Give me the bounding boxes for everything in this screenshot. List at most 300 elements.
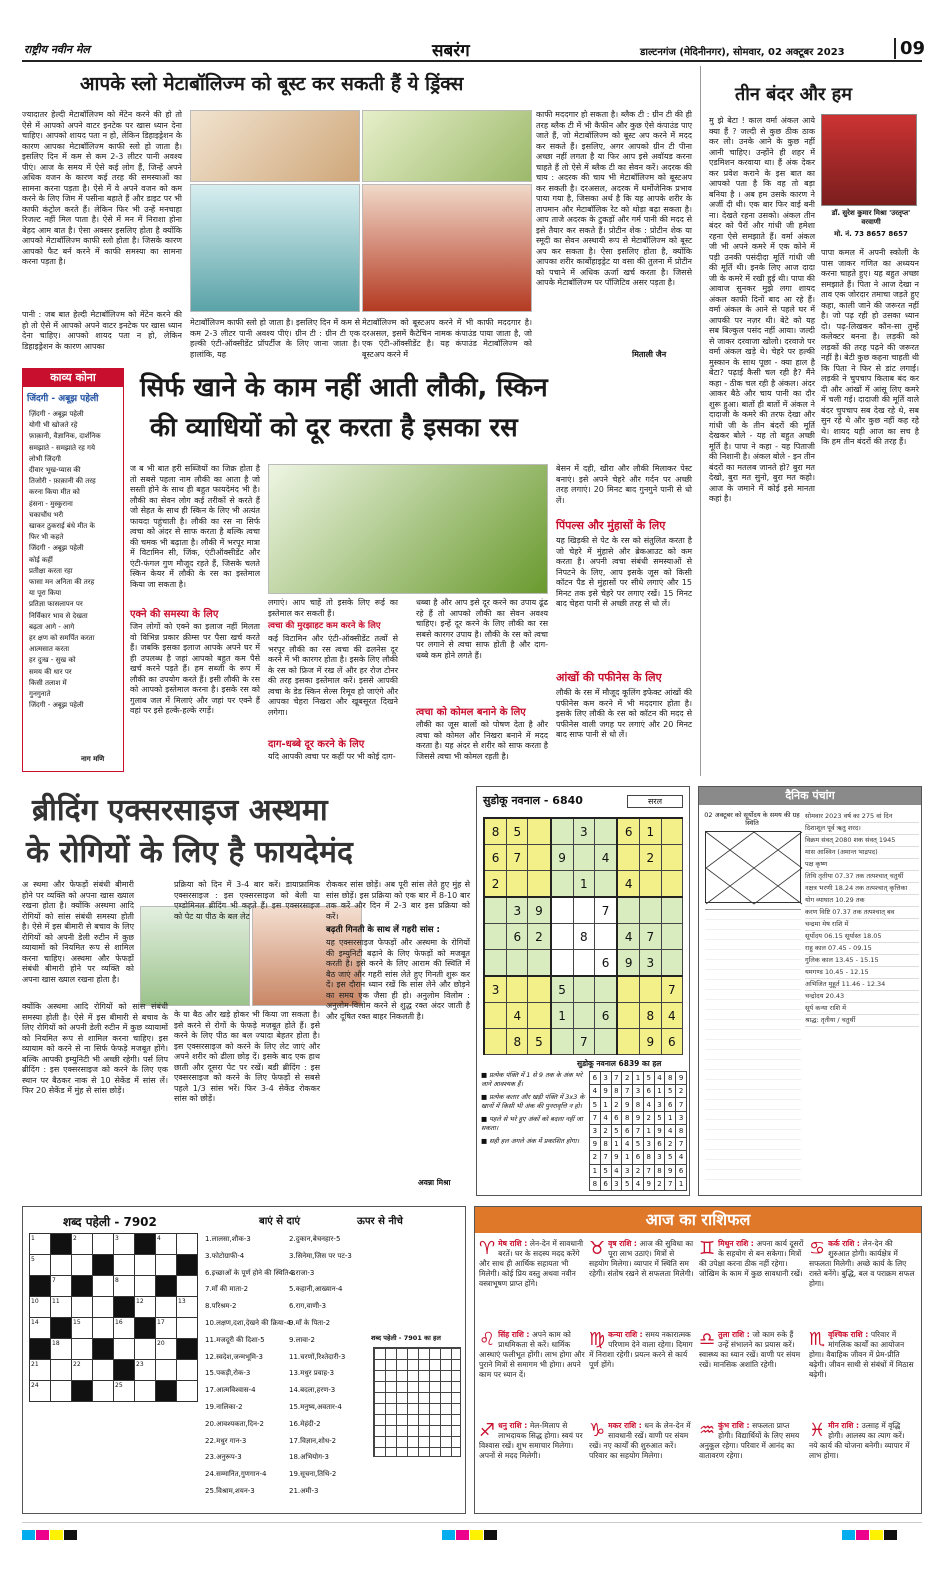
crossword-cell[interactable] [177,1318,198,1339]
sudoku-cell[interactable]: 6 [595,1003,618,1029]
sudoku-cell[interactable]: 3 [640,950,661,977]
lauki-photo [268,464,548,594]
across-clue: 12.स्वदेश,जन्मभूमि-3 [205,1352,263,1361]
sudoku-cell[interactable] [528,950,551,977]
rashi-name: मेष राशि : [498,1239,530,1248]
breathing-col3b: यह एक्सरसाइज फेफड़ों और अस्थमा के रोगियों की इम्युनिटी बढ़ाने के लिए फेफड़ों को मजबूत करती है। इसे करने के लिए आराम की स्थिति में बैठ जाएं और गहरी सांस लेते हुए गिनती शुरू कर दें। इस दौरान ध्यान रखें कि सांस लेने और छोड़ने का समय एक जैसा ही हो। अनुलोम विलोम : अनुलोम-विलोम करने से शुद्ध रक्त अंदर जाती है और दूषित रक्त बाहर निकलती है। [326,938,470,1021]
lauki-sub2: त्वचा की मुरझाहट कम करने के लिए [268,621,381,631]
dateline: डाल्टनगंज (मेदिनीनगर), सोमवार, 02 अक्टूबर 2023 [640,47,845,58]
sudoku-cell[interactable]: 3 [507,897,528,924]
crossword-cell[interactable] [93,1318,114,1339]
sudoku-cell[interactable]: 7 [661,976,682,1003]
crossword-cell[interactable] [135,1339,156,1360]
down-clue: 21.अमी-3 [289,1486,319,1495]
crossword-cell[interactable] [177,1234,198,1255]
crossword-cell[interactable] [177,1276,198,1297]
sudoku-rule: ■ प्रत्येक पंक्ति में 1 से 9 तक के अंक भरे जाने आवश्यक हैं। [481,1071,583,1088]
down-clues [289,1231,371,1511]
sudoku-difficulty: सरल [627,795,683,808]
sudoku-cell[interactable]: 4 [661,1003,682,1029]
sudoku-cell[interactable] [595,1029,618,1055]
panchang-line: विक्रम संवत् 2080 शक संवत् 1945 [805,835,919,847]
sudoku-cell[interactable]: 9 [640,1029,661,1055]
crossword-black-cell [51,1318,72,1339]
sudoku-cell[interactable] [617,1029,640,1055]
sudoku-answer-cell: 3 [643,1138,654,1151]
crossword-cell[interactable] [156,1360,177,1381]
across-clue: 25.विश्राम,शयन-3 [205,1486,255,1495]
lauki-col2: लगाएं। आप चाहें तो इसके लिए रूई का इस्तेमाल कर सकती हैं। [268,598,398,618]
breathing-col3: रोककर सांस छोड़ें। अब पूरी सांस लेते हुए मुंह से सांस छोड़ें। इस प्रक्रिया को एक बार में 8-10 बार तक करें और दिन में 2-3 बार इस प्रक्रिया को करें। [326,880,470,921]
sudoku-cell[interactable]: 4 [617,924,640,950]
sudoku-answer-cell: 2 [633,1164,644,1177]
lauki-col4b: यह खिड़की से पेट के रस को संतुलित करता है जो चेहरे में मुंहासे और ब्रेकआउट को कम करता है। अपनी त्वचा संबंधी समस्याओं से निपटने के लिए, आप इसके जूस को किसी कॉटन पैड से मुंहासों पर सीधे लगाएं और 15 मिनट तक इसे चेहरे पर लगाए रखें। 15 मिनट बाद चेहरा पानी से अच्छी तरह से धो लें। [556,536,692,608]
sudoku-answer-cell: 5 [622,1177,633,1190]
crossword-cell[interactable]: 25 [114,1381,135,1402]
sudoku-cell[interactable]: 7 [507,845,528,871]
crossword-cell[interactable]: 5 [30,1255,51,1276]
sudoku-cell[interactable] [595,924,618,950]
sudoku-answer-cell: 2 [611,1098,622,1111]
crossword-cell[interactable]: 16 [114,1318,135,1339]
kundali-chart [705,831,801,903]
crossword-black-cell [114,1297,135,1318]
sudoku-answer-cell: 6 [643,1085,654,1098]
sudoku-answer-cell: 7 [676,1138,687,1151]
crossword-cell[interactable] [51,1381,72,1402]
panchang-box [698,786,922,1196]
sudoku-cell[interactable]: 6 [661,1029,682,1055]
sudoku-cell[interactable] [595,976,618,1003]
crossword-cell[interactable]: 20 [156,1339,177,1360]
sudoku-cell[interactable] [528,870,551,897]
paper-name: राष्ट्रीय नवीन मेल [24,43,90,56]
masthead [22,38,926,62]
sudoku-cell[interactable] [507,870,528,897]
lauki-col4c: लौकी के रस में मौजूद कूलिंग इफेक्ट आंखों की पफीनेस कम करने में भी मददगार होता है। इसके लिए लौकी के रस को कॉटन की मदद से पफीनेस वाली जगह पर लगाएं और 20 मिनट बाद साफ पानी से धो लें। [556,688,692,739]
breathing-article [22,784,470,1194]
rashi-name: मकर राशि : [608,1421,645,1430]
rashi-text: आज की सुविधा का पूरा लाभ उठाएं। मित्रों से सहयोग मिलेगा। व्यापार में स्थिति सम रहेगी। संतोष रखने से सफलता मिलेगी। [589,1239,694,1278]
sudoku-cell[interactable] [661,924,682,950]
sudoku-answer-title: सुडोकू नवनाल 6839 का हल [577,1059,662,1068]
down-clue: 3.सिनेमा,जिस पर पट-3 [289,1251,352,1260]
crossword-cell[interactable]: 2 [72,1234,93,1255]
rashi-name: वृष राशि : [608,1239,640,1248]
kavya-byline: नाग मणि [81,755,105,763]
across-clue: 15.पकड़ी,रोक-3 [205,1369,251,1378]
rashifal-grid [479,1239,919,1511]
crossword-cell[interactable] [156,1297,177,1318]
breathing-col1b: क्योंकि अस्थमा आदि रोगियों को सांस संबंधी समस्या होती है। ऐसे में इस बीमारी से बचाव के लिए रोगियों को अपनी डेली रुटीन में कुछ व्यायामों को नियमित रूप से शामिल करना चाहिए। इस व्यायाम को करने से ना सिर्फ फेफड़े मजबूत होंगे। बल्कि आपकी इम्युनिटी भी अच्छी रहेगी। पर्स लिप ब्रीदिंग : इस एक्सरसाइज को करने के लिए एक स्थान पर बैठकर नाक से 10 सेकेंड में सांस लें। फिर 20 सेकेंड में मुंह से सांस छोड़ें। [22,1002,168,1095]
sudoku-answer-cell: 1 [643,1124,654,1137]
sudoku-cell[interactable]: 8 [640,1003,661,1029]
rashi-entry [479,1421,585,1507]
sudoku-cell[interactable]: 6 [484,845,507,871]
sudoku-cell[interactable]: 7 [640,924,661,950]
sudoku-cell[interactable] [551,897,574,924]
sudoku-cell[interactable]: 3 [484,976,507,1003]
sudoku-cell[interactable]: 1 [551,1003,574,1029]
crossword-cell[interactable]: 14 [30,1318,51,1339]
sudoku-answer-cell: 4 [676,1151,687,1164]
down-clue: 17.विज्ञान,शोध-2 [289,1436,337,1445]
sudoku-cell[interactable] [484,1029,507,1055]
crossword-cell[interactable]: 4 [156,1234,177,1255]
sudoku-cell[interactable] [528,1003,551,1029]
sudoku-cell[interactable] [617,1003,640,1029]
down-clue: 11.चरणों,रिश्तेदारी-3 [289,1352,346,1361]
lauki-sub5: पिंपल्स और मुंहासों के लिए [556,519,666,532]
sudoku-cell[interactable] [661,950,682,977]
panchang-title: दैनिक पंचांग [699,787,921,805]
sudoku-answer-grid [589,1071,687,1191]
crossword-cell[interactable]: 11 [51,1297,72,1318]
crossword-cell[interactable] [177,1381,198,1402]
rashi-name: कुंभ राशि : [718,1421,753,1430]
zodiac-icon: ♉ [589,1238,606,1259]
sudoku-cell[interactable]: 7 [573,1029,594,1055]
sudoku-answer-cell: 5 [665,1151,676,1164]
panchang-line: चन्द्रमा मेष राशि में [805,919,919,931]
sudoku-cell[interactable]: 2 [528,924,551,950]
crossword-cell[interactable] [114,1255,135,1276]
sudoku-cell[interactable] [484,950,507,977]
sudoku-cell[interactable]: 2 [640,845,661,871]
sudoku-cell[interactable] [484,897,507,924]
sudoku-answer-cell: 2 [643,1111,654,1124]
sudoku-cell[interactable]: 4 [595,845,618,871]
sudoku-cell[interactable] [595,818,618,845]
crossword-answer-title: शब्द पहेली - 7901 का हल [371,1334,441,1342]
rashifal-title: आज का राशिफल [475,1207,921,1233]
rashi-text: अपना कार्य दूसरों के सहयोग से बन सकेगा। मित्रों की उपेक्षा करना ठीक नहीं रहेगा। जोखिम के काम में कुछ सावधानी रखें। [699,1239,804,1278]
section-name: सबरंग [432,41,470,61]
sudoku-answer-cell: 6 [665,1098,676,1111]
crossword-black-cell [51,1234,72,1255]
crossword-cell[interactable]: 12 [135,1297,156,1318]
crossword-cell[interactable]: 21 [30,1360,51,1381]
sudoku-cell[interactable] [528,976,551,1003]
zodiac-icon: ♍ [589,1329,606,1350]
lauki-col3: धब्बा है और आप इसे दूर करने का उपाय ढूंढ रहे हैं तो आपको लौकी का सेवन अवश्य चाहिए। इन्हें दूर करने के लिए लौकी का रस सबसे कारगर उपाय है। लौकी के रस को त्वचा पर लगाने से त्वचा साफ होती है और दाग-धब्बे कम होने लगते हैं। [416,598,548,660]
sudoku-cell[interactable]: 9 [617,950,640,977]
crossword-black-cell [93,1255,114,1276]
sudoku-cell[interactable] [573,976,594,1003]
crossword-cell[interactable] [93,1276,114,1297]
sudoku-cell[interactable] [484,1003,507,1029]
sudoku-answer-cell: 7 [611,1072,622,1085]
crossword-cell[interactable] [93,1360,114,1381]
sudoku-cell[interactable] [640,870,661,897]
crossword-cell[interactable]: 3 [114,1234,135,1255]
sudoku-cell[interactable]: 5 [528,1029,551,1055]
crossword-cell[interactable] [177,1360,198,1381]
sudoku-cell[interactable] [573,1003,594,1029]
sudoku-answer-cell: 3 [676,1111,687,1124]
lauki-col2c: यदि आपकी त्वचा पर कहीं पर भी कोई दाग- [268,752,396,761]
zodiac-icon: ♓ [809,1420,826,1441]
panchang-line: सोमवार 2023 वर्ष का 275 वां दिन [805,811,919,823]
panchang-details [805,811,919,1191]
across-clue: 10.लक्षण,दशा,देखने की क्रिया-4 [205,1318,291,1327]
crossword-cell[interactable]: 8 [114,1276,135,1297]
crossword-cell[interactable]: 15 [72,1318,93,1339]
across-clue: 22.मधुर गान-3 [205,1436,247,1445]
sudoku-rules [481,1071,585,1191]
sudoku-cell[interactable] [551,924,574,950]
rashi-entry [699,1330,805,1416]
sudoku-cell[interactable] [573,950,594,977]
down-title: ऊपर से नीचे [357,1216,403,1227]
crossword-cell[interactable]: 18 [51,1339,72,1360]
zodiac-icon: ♒ [699,1420,716,1441]
rashi-entry [589,1330,695,1416]
crossword-cell[interactable]: 13 [177,1297,198,1318]
crossword-cell[interactable] [93,1297,114,1318]
sudoku-cell[interactable] [661,845,682,871]
sudoku-cell[interactable] [551,870,574,897]
sudoku-answer-cell: 7 [590,1111,601,1124]
sudoku-answer-cell: 9 [611,1151,622,1164]
sudoku-cell[interactable] [551,1029,574,1055]
crossword-cell[interactable]: 1 [30,1234,51,1255]
across-clue: 24.सम्मानित,गुणगान-4 [205,1470,267,1479]
rashi-text: लेन-देन में सावधानी बरतें। घर के सदस्य मदद करेंगे और साथ ही आर्थिक सहायता भी मिलेगी। कोई प्रिय वस्तु अथवा नवीन वस्त्राभूषण प्राप्त होंगे। [479,1239,584,1288]
sudoku-cell[interactable] [617,897,640,924]
rashi-text: जो काम रुके हैं उन्हें संभालने का प्रयास करें। स्वास्थ्य का ध्यान रखें। वाणी पर संयम रखें। मानसिक अशांति रहेगी। [699,1330,801,1369]
crossword-cell[interactable] [114,1339,135,1360]
sudoku-answer-cell: 9 [665,1164,676,1177]
sudoku-answer-cell: 1 [590,1164,601,1177]
sudoku-cell[interactable] [661,897,682,924]
sudoku-cell[interactable]: 8 [507,1029,528,1055]
across-clue: 7.माँ की माता-2 [205,1285,249,1294]
red-tea-photo [362,184,532,312]
sudoku-answer-cell: 8 [622,1111,633,1124]
sudoku-cell[interactable] [551,818,574,845]
zodiac-icon: ♎ [699,1329,716,1350]
across-clue: 20.आवश्यकता,दिन-2 [205,1419,265,1428]
sudoku-answer-cell: 8 [611,1085,622,1098]
crossword-title: शब्द पहेली - 7902 [63,1215,157,1229]
sudoku-cell[interactable] [640,897,661,924]
sudoku-cell[interactable] [573,845,594,871]
rashi-text: लेन-देन की शुरुआत होगी। कार्यक्षेत्र में सफलता मिलेगी। अच्छे कार्य के लिए रास्ते बनेंगे। बुद्धि, बल व पराक्रम सफल होगा। [809,1239,915,1288]
sudoku-answer-cell: 4 [665,1124,676,1137]
sudoku-cell[interactable] [617,976,640,1003]
crossword-cell[interactable]: 17 [156,1318,177,1339]
sudoku-cell[interactable]: 7 [595,897,618,924]
sudoku-answer-cell: 3 [600,1072,611,1085]
rashi-text: परिवार में मांगलिक कार्यों का आयोजन होगा। वैवाहिक जीवन में प्रेम-प्रीति बढ़ेगी। जीवन साथी से संबंधों में मिठास बढ़ेगी। [809,1330,914,1379]
down-clue: 9.माँ के पिता-2 [289,1318,331,1327]
panchang-line: मास आश्विन (अमान्त भाद्रपद) [805,847,919,859]
sudoku-answer-cell: 8 [600,1138,611,1151]
crossword-cell[interactable] [72,1255,93,1276]
sudoku-cell[interactable]: 3 [573,818,594,845]
rashi-entry [699,1421,805,1507]
sudoku-cell[interactable]: 8 [573,924,594,950]
sudoku-cell[interactable] [617,845,640,871]
sudoku-rule: ■ पहले से भरे हुए अंकों को बदला नहीं जा सकता। [481,1115,583,1132]
rashi-entry [479,1239,585,1325]
sudoku-cell[interactable] [507,976,528,1003]
sudoku-answer-cell: 8 [676,1124,687,1137]
crossword-cell[interactable] [156,1255,177,1276]
crossword-cell[interactable]: 24 [30,1381,51,1402]
sudoku-cell[interactable]: 4 [617,870,640,897]
lauki-title-line2: की व्याधियों को दूर करता है इसका रस [150,413,518,443]
sudoku-answer-cell: 7 [676,1098,687,1111]
crossword-cell[interactable] [51,1360,72,1381]
crossword-black-cell [156,1381,177,1402]
sudoku-answer-cell: 3 [590,1124,601,1137]
sudoku-answer-cell: 9 [654,1124,665,1137]
rashi-name: तुला राशि : [718,1330,753,1339]
rashi-name: धनु राशि : [498,1421,530,1430]
down-clue: 19.सूचना,तिथि-2 [289,1470,337,1479]
lauki-article [130,368,692,772]
crossword-grid [29,1233,198,1402]
sudoku-title: सुडोकू नवनाल - 6840 [483,794,583,807]
across-clue: 19.नालिका-2 [205,1402,243,1411]
down-clue: 13.मधुर प्रवाह-3 [289,1369,335,1378]
sudoku-cell[interactable] [507,950,528,977]
sudoku-cell[interactable] [484,924,507,950]
crossword-cell[interactable] [93,1234,114,1255]
sudoku-rule: ■ सही हल अगले अंक में प्रकाशित होगा। [481,1137,579,1145]
zodiac-icon: ♌ [479,1329,496,1350]
sudoku-cell[interactable] [551,950,574,977]
sudoku-answer-cell: 6 [600,1177,611,1190]
sudoku-answer-cell: 2 [622,1072,633,1085]
down-clue: 2.दुकान,बेचनहार-5 [289,1235,341,1243]
rashi-entry [809,1239,915,1325]
sudoku-cell[interactable]: 6 [507,924,528,950]
crossword-cell[interactable] [93,1381,114,1402]
crossword-cell[interactable]: 7 [51,1276,72,1297]
crossword-black-cell [135,1318,156,1339]
across-clue: 23.अनुरूप-3 [205,1453,242,1462]
crossword-cell[interactable]: 22 [72,1360,93,1381]
sudoku-cell[interactable]: 5 [551,976,574,1003]
sudoku-cell[interactable]: 5 [507,818,528,845]
sudoku-answer-cell: 1 [676,1177,687,1190]
sudoku-cell[interactable]: 9 [528,897,551,924]
breathing-title-line1: ब्रीदिंग एक्सरसाइज अस्थमा [32,793,328,828]
sudoku-cell[interactable] [661,870,682,897]
sudoku-answer-cell: 6 [622,1124,633,1137]
sudoku-cell[interactable] [640,976,661,1003]
sudoku-cell[interactable] [528,845,551,871]
lauki-sub1: एक्ने की समस्या के लिए [130,609,219,620]
panchang-table [705,909,801,1189]
sudoku-cell[interactable]: 2 [484,870,507,897]
crossword-cell[interactable]: 10 [30,1297,51,1318]
sudoku-answer-cell: 4 [611,1164,622,1177]
sudoku-answer-cell: 9 [643,1177,654,1190]
sudoku-answer-cell: 3 [611,1177,622,1190]
crossword-cell[interactable] [135,1255,156,1276]
crossword-cell[interactable] [72,1339,93,1360]
across-clue: 8.परिश्रम-2 [205,1302,237,1311]
crossword-black-cell [93,1339,114,1360]
green-tea-photo [362,110,532,182]
rashi-entry [589,1239,695,1325]
down-clue: 4.राजा-3 [289,1268,315,1277]
panchang-line: अभिजित मुहूर्त 11.46 - 12.34 [805,979,919,991]
sudoku-answer-cell: 4 [590,1085,601,1098]
down-clue: 14.बदला,हरण-3 [289,1386,336,1395]
crossword-cell[interactable] [51,1255,72,1276]
sudoku-cell[interactable]: 6 [617,818,640,845]
sudoku-cell[interactable] [573,897,594,924]
sudoku-answer-cell: 6 [611,1111,622,1124]
zodiac-icon: ♏ [809,1329,826,1350]
sudoku-cell[interactable]: 4 [507,1003,528,1029]
sudoku-answer-cell: 7 [643,1164,654,1177]
sudoku-answer-cell: 8 [633,1098,644,1111]
sudoku-cell[interactable]: 8 [484,818,507,845]
sudoku-cell[interactable]: 1 [640,818,661,845]
sudoku-answer-cell: 5 [654,1111,665,1124]
sudoku-cell[interactable] [595,870,618,897]
lauki-col1b: जिन लोगों को एक्ने का इलाज नहीं मिलता वो विभिन्न प्रकार क्रीम्स पर पैसा खर्च करते हैं। जबकि इसका इलाज आपके अपने घर में ही उपलब्ध है जहां आपको बहुत कम पैसे खर्च करने पड़ते हैं। हम सब्जी के रूप में लौकी का उपयोग करते हैं। इसी लौकी के रस को आपको इस्तेमाल करना है। इसके रस को गुलाब जल में मिलाएं और जहां पर एक्ने हैं वहां पर इसे हल्के-हल्के रगड़ें। [130,622,260,715]
kavya-kona [22,368,124,772]
rashi-name: कर्क राशि : [828,1239,863,1248]
across-clues [205,1231,296,1511]
crossword-answer-grid [373,1347,461,1457]
sudoku-answer-cell: 5 [611,1124,622,1137]
sudoku-answer-cell: 3 [633,1085,644,1098]
panchang-line: तिथि तृतीया 07.37 तक तत्पश्चात् चतुर्थी [805,871,919,883]
sudoku-answer-cell: 3 [654,1098,665,1111]
sudoku-cell[interactable] [528,818,551,845]
sudoku-cell[interactable] [661,818,682,845]
panchang-line: राहु काल 07.45 - 09.15 [805,943,919,955]
crossword-black-cell [177,1255,198,1276]
sudoku-answer-cell: 9 [600,1085,611,1098]
breathing-col2: प्रक्रिया को दिन में 3-4 बार करें। डायाफ्रामिक एक्सरसाइज : इस एक्सरसाइज को बेली या एब्डोमिनल ब्रीदिंग भी कहते हैं। इस एक्सरसाइज को पेट या पीठ के बल लेट [174,880,320,921]
sudoku-answer-cell: 1 [611,1138,622,1151]
across-clue: 17.आत्मविश्वास-4 [205,1386,256,1395]
crossword-cell[interactable] [72,1297,93,1318]
sudoku-answer-cell: 5 [590,1098,601,1111]
sudoku-answer-cell: 8 [665,1072,676,1085]
panchang-line: दिशाशूल पूर्व ऋतु शरद। [805,823,919,835]
rashi-name: मिथुन राशि : [718,1239,757,1248]
drinks-byline: मिताली जैन [632,350,667,359]
sudoku-answer-cell: 8 [654,1164,665,1177]
crossword-cell[interactable] [135,1381,156,1402]
panchang-line: सूर्य कन्या राशि में [805,1003,919,1015]
down-clue: 18.अभियोग-3 [289,1453,330,1462]
sudoku-answer-cell: 4 [633,1177,644,1190]
sudoku-cell[interactable]: 9 [551,845,574,871]
crossword-cell[interactable]: 23 [135,1360,156,1381]
rashi-text: उत्साह में वृद्धि होगी। आलस्य का त्याग करें। नये कार्य की योजना बनेगी। व्यापार में लाभ होगा। [809,1421,910,1460]
rashi-entry [589,1421,695,1507]
panchang-line: करण विष्टि 07.37 तक तत्पश्चात् बव [805,907,919,919]
crossword-cell[interactable] [135,1276,156,1297]
sudoku-cell[interactable]: 1 [573,870,594,897]
sudoku-answer-cell: 9 [590,1138,601,1151]
sudoku-answer-cell: 5 [665,1085,676,1098]
across-clue: 11.मजदूरी की दिशा-5 [205,1335,265,1344]
sudoku-cell[interactable]: 6 [595,950,618,977]
rashi-name: मीन राशि : [828,1421,862,1430]
